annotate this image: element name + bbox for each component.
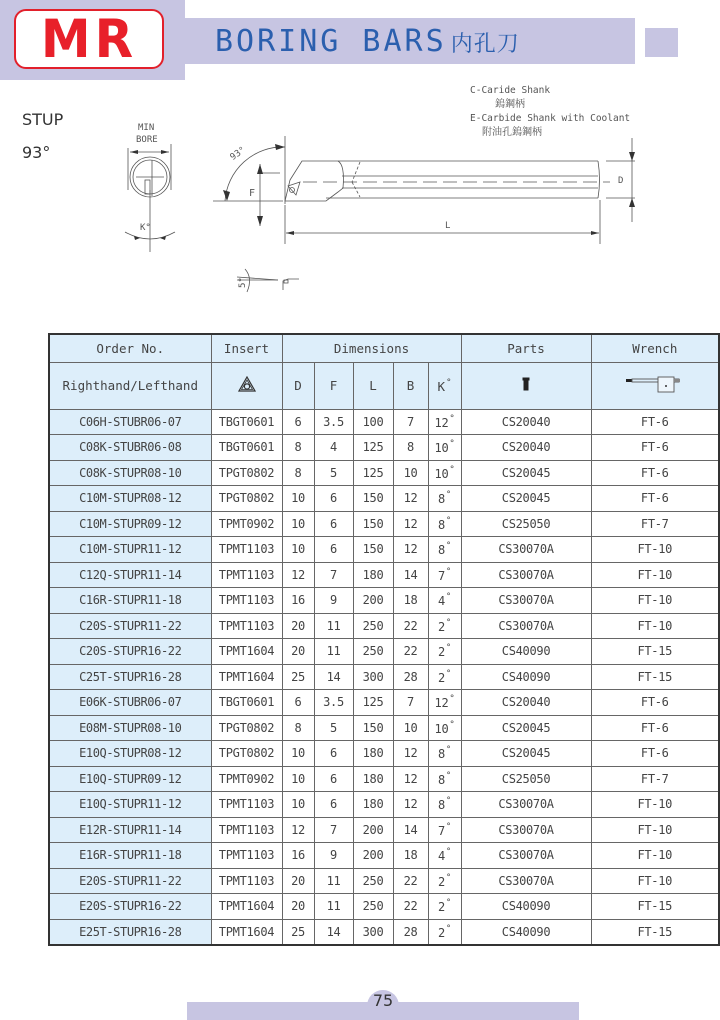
cell-k-value: 8 — [437, 772, 445, 787]
cell-k — [428, 715, 461, 741]
cell-d: 10 — [282, 766, 314, 792]
cell-k-value: 7 — [437, 568, 445, 583]
cell-k — [428, 511, 461, 537]
col-dimensions: Dimensions — [282, 334, 461, 362]
cell-insert: TPMT1103 — [211, 588, 282, 614]
degree-sign: ° — [445, 745, 452, 756]
cell-f: 9 — [314, 843, 353, 869]
col-l: L — [353, 362, 393, 409]
cell-b: 18 — [393, 843, 428, 869]
table-row — [49, 537, 719, 563]
col-insert: Insert — [211, 334, 282, 362]
cell-k — [428, 690, 461, 716]
cell-b: 28 — [393, 664, 428, 690]
cell-f: 6 — [314, 511, 353, 537]
d-dimension-label: D — [618, 176, 624, 186]
side-view — [213, 136, 635, 244]
cell-l: 200 — [353, 588, 393, 614]
cell-wrench: FT-6 — [591, 409, 719, 435]
cell-d: 8 — [282, 460, 314, 486]
cell-b: 22 — [393, 613, 428, 639]
cell-order: E08M-STUPR08-10 — [49, 715, 211, 741]
page-number: 75 — [372, 991, 394, 1010]
cell-b: 18 — [393, 588, 428, 614]
cell-b: 22 — [393, 868, 428, 894]
cell-parts: CS20045 — [461, 715, 591, 741]
cell-b: 10 — [393, 460, 428, 486]
cell-insert: TBGT0601 — [211, 409, 282, 435]
cell-b: 12 — [393, 792, 428, 818]
cell-wrench: FT-6 — [591, 486, 719, 512]
cell-parts: CS30070A — [461, 843, 591, 869]
cell-parts: CS40090 — [461, 919, 591, 945]
cell-b: 12 — [393, 766, 428, 792]
cell-b: 12 — [393, 486, 428, 512]
cell-d: 6 — [282, 409, 314, 435]
table-row — [49, 409, 719, 435]
degree-sign: ° — [445, 617, 452, 628]
cell-order: E20S-STUPR16-22 — [49, 894, 211, 920]
page-title — [215, 22, 520, 65]
cell-order: C10M-STUPR11-12 — [49, 537, 211, 563]
table-row — [49, 664, 719, 690]
table-row — [49, 741, 719, 767]
cell-l: 250 — [353, 613, 393, 639]
shank-e-cn: 附油孔鎢鋼柄 — [482, 127, 542, 138]
cell-l: 180 — [353, 741, 393, 767]
cell-b: 14 — [393, 562, 428, 588]
cell-f: 4 — [314, 435, 353, 461]
cell-l: 125 — [353, 435, 393, 461]
cell-k-value: 10 — [434, 721, 449, 736]
cell-k — [428, 792, 461, 818]
cell-parts: CS20045 — [461, 486, 591, 512]
cell-k-value: 10 — [434, 466, 449, 481]
cell-l: 125 — [353, 460, 393, 486]
col-order-no: Order No. — [49, 334, 211, 362]
cell-parts: CS30070A — [461, 613, 591, 639]
cell-d: 12 — [282, 817, 314, 843]
col-parts-icon — [461, 362, 591, 409]
cell-wrench: FT-10 — [591, 817, 719, 843]
cell-insert: TPMT1103 — [211, 562, 282, 588]
cell-l: 180 — [353, 766, 393, 792]
cell-k — [428, 843, 461, 869]
l-dimension-label: L — [445, 221, 451, 231]
table-row — [49, 588, 719, 614]
degree-sign: ° — [445, 566, 452, 577]
cell-order: C16R-STUPR11-18 — [49, 588, 211, 614]
title-en: BORING BARS — [215, 24, 447, 59]
cell-order: E10Q-STUPR11-12 — [49, 792, 211, 818]
technical-drawing — [120, 80, 680, 310]
cell-k — [428, 613, 461, 639]
front-view — [125, 144, 175, 252]
cell-d: 20 — [282, 639, 314, 665]
cell-l: 250 — [353, 639, 393, 665]
cell-l: 150 — [353, 486, 393, 512]
cell-l: 150 — [353, 511, 393, 537]
col-f: F — [314, 362, 353, 409]
shank-c-cn: 鎢鋼柄 — [495, 99, 525, 110]
cell-wrench: FT-7 — [591, 511, 719, 537]
cell-insert: TPMT1604 — [211, 894, 282, 920]
product-angle: 93° — [22, 143, 51, 162]
f-dimension-label: F — [249, 188, 256, 199]
cell-b: 10 — [393, 715, 428, 741]
cell-k-value: 8 — [437, 747, 445, 762]
cell-l: 250 — [353, 868, 393, 894]
cell-parts: CS30070A — [461, 537, 591, 563]
cell-insert: TPMT1103 — [211, 817, 282, 843]
cell-k-value: 10 — [434, 441, 449, 456]
cell-wrench: FT-6 — [591, 460, 719, 486]
cell-l: 200 — [353, 843, 393, 869]
cell-parts: CS30070A — [461, 562, 591, 588]
cell-l: 250 — [353, 894, 393, 920]
cell-insert: TPGT0802 — [211, 741, 282, 767]
cell-k-value: 2 — [437, 874, 445, 889]
cell-order: E10Q-STUPR09-12 — [49, 766, 211, 792]
cell-f: 6 — [314, 792, 353, 818]
cell-parts: CS40090 — [461, 639, 591, 665]
cell-l: 100 — [353, 409, 393, 435]
cell-l: 300 — [353, 664, 393, 690]
table-row — [49, 690, 719, 716]
cell-d: 16 — [282, 588, 314, 614]
cell-wrench: FT-15 — [591, 894, 719, 920]
cell-f: 11 — [314, 639, 353, 665]
cell-b: 7 — [393, 690, 428, 716]
col-insert-icon — [211, 362, 282, 409]
cell-wrench: FT-10 — [591, 562, 719, 588]
cell-d: 10 — [282, 486, 314, 512]
min-bore-label-2: BORE — [136, 135, 158, 145]
cell-f: 3.5 — [314, 690, 353, 716]
decor-square — [645, 28, 678, 57]
cell-k — [428, 817, 461, 843]
cell-parts: CS20040 — [461, 690, 591, 716]
brand-logo — [14, 9, 164, 69]
col-wrench: Wrench — [591, 334, 719, 362]
cell-parts: CS30070A — [461, 792, 591, 818]
cell-k — [428, 435, 461, 461]
cell-wrench: FT-10 — [591, 792, 719, 818]
cell-b: 28 — [393, 919, 428, 945]
cell-k — [428, 664, 461, 690]
cell-f: 6 — [314, 766, 353, 792]
cell-k-value: 4 — [437, 849, 445, 864]
cell-insert: TPMT1103 — [211, 792, 282, 818]
cell-b: 7 — [393, 409, 428, 435]
table-row — [49, 435, 719, 461]
cell-parts: CS20040 — [461, 435, 591, 461]
col-k-label: K — [437, 378, 446, 394]
cell-k-value: 2 — [437, 619, 445, 634]
cell-k-value: 2 — [437, 900, 445, 915]
header-row-2 — [49, 362, 719, 409]
cell-order: E20S-STUPR11-22 — [49, 868, 211, 894]
degree-sign: ° — [445, 515, 452, 526]
cell-f: 11 — [314, 894, 353, 920]
cell-order: E10Q-STUPR08-12 — [49, 741, 211, 767]
cell-k-value: 12 — [434, 696, 449, 711]
cell-wrench: FT-15 — [591, 919, 719, 945]
shank-c-en: C-Caride Shank — [470, 85, 551, 96]
cell-insert: TBGT0601 — [211, 435, 282, 461]
cell-b: 12 — [393, 537, 428, 563]
cell-parts: CS40090 — [461, 664, 591, 690]
table-row — [49, 817, 719, 843]
approach-angle-label: 93° — [228, 145, 248, 163]
cell-k — [428, 588, 461, 614]
product-type: STUP — [22, 110, 64, 129]
screw-icon — [522, 377, 530, 391]
cell-k — [428, 766, 461, 792]
cell-d: 10 — [282, 792, 314, 818]
cell-insert: TPGT0802 — [211, 460, 282, 486]
degree-sign: ° — [445, 490, 452, 501]
shank-e-en: E-Carbide Shank with Coolant — [470, 113, 631, 124]
degree-sign: ° — [445, 668, 452, 679]
min-bore-label-1: MIN — [138, 123, 155, 133]
cell-order: E16R-STUPR11-18 — [49, 843, 211, 869]
cell-b: 14 — [393, 817, 428, 843]
cell-insert: TPMT1103 — [211, 537, 282, 563]
cell-b: 22 — [393, 639, 428, 665]
table-row — [49, 715, 719, 741]
cell-k — [428, 537, 461, 563]
degree-sign: ° — [449, 413, 455, 424]
table-row — [49, 868, 719, 894]
header-row-1 — [49, 334, 719, 362]
cell-l: 200 — [353, 817, 393, 843]
cell-d: 25 — [282, 664, 314, 690]
cell-insert: TPMT1103 — [211, 868, 282, 894]
cell-parts: CS25050 — [461, 511, 591, 537]
cell-k — [428, 894, 461, 920]
cell-k — [428, 639, 461, 665]
cell-d: 10 — [282, 511, 314, 537]
cell-insert: TPMT0902 — [211, 766, 282, 792]
cell-f: 6 — [314, 537, 353, 563]
degree-sign: ° — [449, 719, 455, 730]
table-row — [49, 460, 719, 486]
col-wrench-icon — [591, 362, 719, 409]
cell-k-value: 8 — [437, 517, 445, 532]
cell-f: 11 — [314, 613, 353, 639]
cell-k-value: 8 — [437, 543, 445, 558]
spec-table — [48, 333, 720, 946]
col-b: B — [393, 362, 428, 409]
cell-wrench: FT-7 — [591, 766, 719, 792]
cell-k-value: 2 — [437, 645, 445, 660]
cell-k-value: 2 — [437, 670, 445, 685]
cell-wrench: FT-10 — [591, 613, 719, 639]
cell-order: C10M-STUPR08-12 — [49, 486, 211, 512]
cell-wrench: FT-10 — [591, 537, 719, 563]
cell-insert: TPGT0802 — [211, 486, 282, 512]
cell-k-value: 8 — [437, 798, 445, 813]
cell-k — [428, 741, 461, 767]
cell-order: C20S-STUPR11-22 — [49, 613, 211, 639]
table-row — [49, 639, 719, 665]
cell-d: 25 — [282, 919, 314, 945]
clearance-angle-label: 5° — [238, 277, 248, 288]
cell-f: 3.5 — [314, 409, 353, 435]
cell-d: 6 — [282, 690, 314, 716]
degree-sign: ° — [446, 377, 452, 388]
cell-b: 8 — [393, 435, 428, 461]
col-d: D — [282, 362, 314, 409]
cell-insert: TPGT0802 — [211, 715, 282, 741]
degree-sign: ° — [445, 770, 452, 781]
cell-parts: CS20040 — [461, 409, 591, 435]
table-row — [49, 919, 719, 945]
table-row — [49, 843, 719, 869]
degree-sign: ° — [445, 898, 452, 909]
cell-l: 180 — [353, 792, 393, 818]
cell-order: C08K-STUBR06-08 — [49, 435, 211, 461]
cell-wrench: FT-10 — [591, 868, 719, 894]
cell-f: 5 — [314, 715, 353, 741]
cell-order: C20S-STUPR16-22 — [49, 639, 211, 665]
cell-f: 7 — [314, 562, 353, 588]
cell-k-value: 8 — [437, 492, 445, 507]
degree-sign: ° — [445, 592, 452, 603]
degree-sign: ° — [449, 694, 455, 705]
cell-f: 7 — [314, 817, 353, 843]
cell-k-value: 7 — [437, 823, 445, 838]
cell-wrench: FT-15 — [591, 639, 719, 665]
cell-order: E25T-STUPR16-28 — [49, 919, 211, 945]
cell-parts: CS20045 — [461, 741, 591, 767]
cell-d: 20 — [282, 894, 314, 920]
cell-order: C10M-STUPR09-12 — [49, 511, 211, 537]
cell-l: 180 — [353, 562, 393, 588]
cell-insert: TPMT1604 — [211, 664, 282, 690]
degree-sign: ° — [445, 923, 452, 934]
table-row — [49, 894, 719, 920]
col-hand: Righthand/Lefthand — [49, 362, 211, 409]
col-parts: Parts — [461, 334, 591, 362]
cell-d: 10 — [282, 741, 314, 767]
cell-wrench: FT-6 — [591, 435, 719, 461]
cell-insert: TBGT0601 — [211, 690, 282, 716]
cell-d: 20 — [282, 868, 314, 894]
table-row — [49, 792, 719, 818]
cell-k — [428, 562, 461, 588]
cell-wrench: FT-10 — [591, 843, 719, 869]
cell-parts: CS30070A — [461, 868, 591, 894]
cell-d: 10 — [282, 537, 314, 563]
k-angle-label: K° — [140, 223, 151, 233]
cell-k — [428, 919, 461, 945]
cell-order: C25T-STUPR16-28 — [49, 664, 211, 690]
cell-f: 5 — [314, 460, 353, 486]
cell-parts: CS20045 — [461, 460, 591, 486]
cell-b: 22 — [393, 894, 428, 920]
cell-parts: CS40090 — [461, 894, 591, 920]
table-row — [49, 613, 719, 639]
table-row — [49, 766, 719, 792]
cell-d: 16 — [282, 843, 314, 869]
cell-insert: TPMT1103 — [211, 613, 282, 639]
logo-text: MR — [40, 8, 138, 70]
cell-f: 14 — [314, 664, 353, 690]
torx-wrench-icon — [625, 374, 685, 394]
cell-insert: TPMT0902 — [211, 511, 282, 537]
cell-f: 9 — [314, 588, 353, 614]
cell-wrench: FT-6 — [591, 715, 719, 741]
cell-l: 125 — [353, 690, 393, 716]
col-k — [428, 362, 461, 409]
cell-l: 150 — [353, 537, 393, 563]
cell-b: 12 — [393, 511, 428, 537]
cell-order: C06H-STUBR06-07 — [49, 409, 211, 435]
degree-sign: ° — [445, 541, 452, 552]
cell-f: 6 — [314, 486, 353, 512]
degree-sign: ° — [445, 821, 452, 832]
cell-k — [428, 409, 461, 435]
cell-d: 20 — [282, 613, 314, 639]
cell-k — [428, 486, 461, 512]
cell-d: 12 — [282, 562, 314, 588]
cell-k — [428, 868, 461, 894]
cell-parts: CS25050 — [461, 766, 591, 792]
cell-f: 14 — [314, 919, 353, 945]
degree-sign: ° — [445, 796, 452, 807]
cell-f: 11 — [314, 868, 353, 894]
cell-parts: CS30070A — [461, 817, 591, 843]
cell-wrench: FT-6 — [591, 741, 719, 767]
degree-sign: ° — [445, 872, 452, 883]
cell-f: 6 — [314, 741, 353, 767]
cell-wrench: FT-6 — [591, 690, 719, 716]
cell-insert: TPMT1604 — [211, 919, 282, 945]
degree-sign: ° — [445, 643, 452, 654]
table-row — [49, 486, 719, 512]
cell-parts: CS30070A — [461, 588, 591, 614]
cell-wrench: FT-10 — [591, 588, 719, 614]
cell-wrench: FT-15 — [591, 664, 719, 690]
cell-insert: TPMT1103 — [211, 843, 282, 869]
cell-k-value: 2 — [437, 925, 445, 940]
cell-order: C08K-STUPR08-10 — [49, 460, 211, 486]
table-row — [49, 511, 719, 537]
degree-sign: ° — [449, 439, 455, 450]
cell-l: 300 — [353, 919, 393, 945]
degree-sign: ° — [449, 464, 455, 475]
cell-b: 12 — [393, 741, 428, 767]
cell-d: 8 — [282, 715, 314, 741]
title-cn: 内孔刀 — [450, 32, 520, 57]
degree-sign: ° — [445, 847, 452, 858]
cell-k-value: 4 — [437, 594, 445, 609]
cell-order: E12R-STUPR11-14 — [49, 817, 211, 843]
cell-order: C12Q-STUPR11-14 — [49, 562, 211, 588]
triangle-insert-icon — [238, 376, 256, 392]
cell-insert: TPMT1604 — [211, 639, 282, 665]
spec-table-body — [49, 409, 719, 945]
cell-k — [428, 460, 461, 486]
cell-d: 8 — [282, 435, 314, 461]
cell-k-value: 12 — [434, 415, 449, 430]
cell-l: 150 — [353, 715, 393, 741]
table-row — [49, 562, 719, 588]
cell-order: E06K-STUBR06-07 — [49, 690, 211, 716]
